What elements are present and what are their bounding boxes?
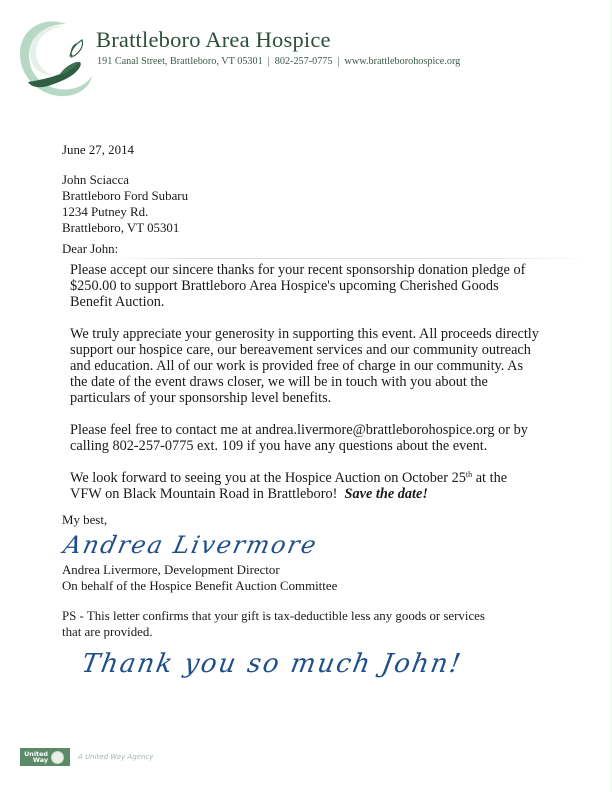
text-run: VFW on Black Mountain Road in Brattleboro! xyxy=(70,486,345,502)
handwritten-note: Thank you so much John! xyxy=(79,649,465,679)
paragraph-line: and education. All of our work is provided free of charge in our community. As xyxy=(70,358,524,374)
united-way-badge xyxy=(20,748,70,766)
united-way-agency-text: A United Way Agency xyxy=(78,753,154,761)
org-phone: 802-257-0775 xyxy=(274,56,333,67)
org-name: Brattleboro Area Hospice xyxy=(96,27,331,52)
text-run: We look forward to seeing you at the Hospice Auction on October 25 xyxy=(70,470,466,486)
fold-crease xyxy=(110,258,590,259)
paragraph-line: Please accept our sincere thanks for your recent sponsorship donation pledge of xyxy=(70,262,526,278)
letter-date: June 27, 2014 xyxy=(62,143,134,157)
org-address: 191 Canal Street, Brattleboro, VT 05301 xyxy=(97,56,263,67)
badge-line: United xyxy=(24,749,48,758)
paragraph-line: We truly appreciate your generosity in supporting this event. All proceeds directly xyxy=(70,326,539,342)
paragraph-line: the date of the event draws closer, we will be in touch with you about the xyxy=(70,374,488,390)
signer-behalf: On behalf of the Hospice Benefit Auction Committee xyxy=(62,579,338,593)
org-website[interactable]: www.brattleborohospice.org xyxy=(344,56,461,67)
paragraph-line: Please feel free to contact me at andrea.livermore@brattleborohospice.org or by xyxy=(70,422,528,438)
postscript-line: PS - This letter confirms that your gift is tax-deductible less any goods or services xyxy=(62,609,485,623)
paragraph-line: particulars of your sponsorship level benefits. xyxy=(70,390,332,406)
badge-line: Way xyxy=(32,756,48,764)
recipient-street: 1234 Putney Rd. xyxy=(62,205,149,219)
hospice-logo-icon xyxy=(14,18,94,100)
paragraph-line xyxy=(70,486,428,502)
closing: My best, xyxy=(62,513,108,527)
org-contact-line xyxy=(97,56,460,67)
paragraph-line: calling 802-257-0775 ext. 109 if you have any questions about the event. xyxy=(70,438,488,454)
recipient-city: Brattleboro, VT 05301 xyxy=(62,221,180,235)
save-the-date: Save the date! xyxy=(344,486,428,502)
separator: | xyxy=(267,56,270,67)
signature: Andrea Livermore xyxy=(61,531,321,559)
salutation: Dear John: xyxy=(62,242,119,256)
paragraph-line: Benefit Auction. xyxy=(70,294,165,310)
united-way-wordmark xyxy=(20,751,48,764)
paragraph-line xyxy=(70,470,507,486)
paragraph-line: support our hospice care, our bereavement services and our community outreach xyxy=(70,342,531,358)
text-run: at the xyxy=(472,470,508,486)
ordinal-suffix: th xyxy=(465,470,473,479)
paragraph-line: $250.00 to support Brattleboro Area Hospice's upcoming Cherished Goods xyxy=(70,278,499,294)
recipient-name: John Sciacca xyxy=(62,173,129,187)
signer-title: Andrea Livermore, Development Director xyxy=(62,563,280,577)
united-way-hand-icon xyxy=(51,751,64,764)
recipient-company: Brattleboro Ford Subaru xyxy=(62,189,189,203)
postscript-line: that are provided. xyxy=(62,625,153,639)
separator: | xyxy=(337,56,340,67)
